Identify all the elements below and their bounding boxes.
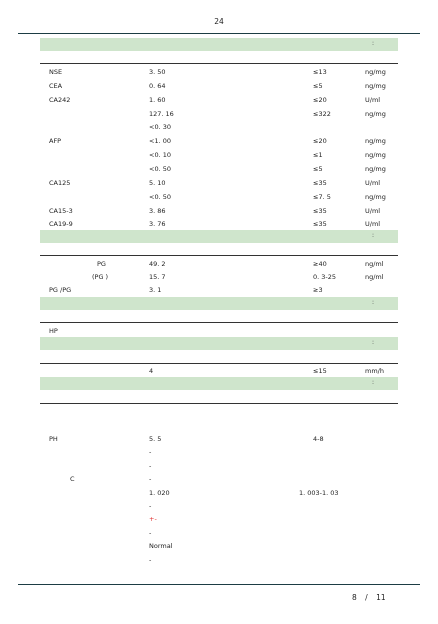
table-cell: <1. 00 (149, 137, 171, 146)
table-cell: ≤1 (313, 151, 323, 160)
table-cell: ≤35 (313, 220, 327, 229)
table-cell: ≤20 (313, 137, 327, 146)
table-cell: 3. 76 (149, 220, 166, 229)
table-cell: CA15-3 (49, 206, 73, 215)
table-cell: ≥3 (313, 286, 323, 294)
table-cell: U/ml (365, 178, 381, 187)
table-row (0, 271, 438, 283)
table-cell: <0. 10 (149, 151, 171, 160)
table-cell: PG (97, 260, 106, 268)
table-row (0, 135, 438, 147)
table-row (0, 473, 438, 485)
table-row (0, 258, 438, 270)
table-cell: ng/mg (365, 109, 386, 118)
section-band-esr (40, 337, 398, 350)
band-colon: : (371, 40, 374, 47)
table-cell: AFP (49, 137, 62, 146)
table-cell: - (149, 528, 152, 537)
table-cell: U/ml (365, 206, 381, 215)
table-cell: PH (49, 435, 58, 443)
section-band-pepsinogen (40, 230, 398, 243)
esr-value: 4 (149, 367, 154, 375)
table-row (0, 500, 438, 512)
table-cell: <0. 50 (149, 192, 171, 201)
table-rule (40, 403, 398, 404)
table-cell: 15. 7 (149, 273, 166, 281)
page-total: 11 (376, 593, 386, 602)
table-cell: 0. 3-25 (313, 273, 337, 281)
table-row (0, 513, 438, 525)
table-row (0, 163, 438, 175)
table-row (0, 121, 438, 133)
table-row (0, 218, 438, 230)
esr-unit: mm/h (365, 367, 384, 375)
table-cell: ng/mg (365, 68, 386, 76)
table-cell: (PG ) (92, 273, 109, 281)
table-row (0, 487, 438, 499)
table-row (0, 191, 438, 203)
table-row (0, 108, 438, 120)
table-row (0, 433, 438, 445)
table-cell: ≤5 (313, 164, 323, 173)
table-cell: ng/mg (365, 164, 386, 173)
table-row (0, 177, 438, 189)
table-cell: NSE (49, 68, 63, 76)
table-cell: ≤35 (313, 178, 327, 187)
table-cell: U/ml (365, 95, 381, 104)
table-cell: PG /PG (49, 286, 72, 294)
table-cell: 127. 16 (149, 109, 174, 118)
table-cell: ≤35 (313, 206, 327, 215)
table-rule (40, 322, 398, 323)
table-cell: - (149, 448, 152, 457)
table-cell: 3. 86 (149, 206, 166, 215)
table-cell: ≤7. 5 (313, 192, 331, 201)
table-row (0, 94, 438, 106)
table-cell: ≤20 (313, 95, 327, 104)
table-row (0, 540, 438, 552)
band-colon: : (371, 339, 374, 346)
table-cell: CA242 (49, 95, 71, 104)
table-cell: 1. 003-1. 03 (299, 488, 339, 497)
table-rule (40, 63, 398, 64)
table-cell: ≤322 (313, 109, 331, 118)
band-colon: : (371, 299, 374, 306)
table-cell: 49. 2 (149, 260, 166, 268)
footer-rule (18, 584, 420, 585)
table-cell: ng/mg (365, 192, 386, 201)
table-cell: +- (149, 515, 157, 524)
table-cell: ng/mg (365, 81, 386, 90)
table-cell: U/ml (365, 220, 381, 229)
table-row (0, 325, 438, 337)
section-band-urine (40, 377, 398, 390)
hp-label: HP (49, 327, 58, 335)
table-cell: - (149, 555, 152, 564)
table-row (0, 365, 438, 377)
table-row (0, 284, 438, 296)
table-cell: 3. 1 (149, 286, 162, 294)
band-colon: : (371, 232, 374, 239)
table-cell: ng/ml (365, 273, 384, 281)
table-cell: Normal (149, 542, 173, 551)
table-rule (40, 255, 398, 256)
table-cell: C (70, 475, 75, 484)
table-cell: 5. 5 (149, 435, 162, 443)
section-band-tumor-markers (40, 38, 398, 51)
page-indicator (352, 593, 386, 602)
table-cell: ≥40 (313, 260, 327, 268)
table-cell: ≤13 (313, 68, 327, 76)
header-rule (18, 33, 420, 34)
table-cell: - (149, 502, 152, 510)
table-cell: ≤5 (313, 81, 323, 90)
page-number-header: 24 (214, 17, 224, 26)
section-band-hp (40, 297, 398, 310)
table-cell: 5. 10 (149, 178, 166, 187)
table-row (0, 460, 438, 472)
table-cell: CA19-9 (49, 220, 73, 229)
table-cell: 1. 60 (149, 95, 166, 104)
table-cell: 4-8 (313, 435, 324, 443)
table-cell: ng/ml (365, 260, 384, 268)
table-cell: ng/mg (365, 137, 386, 146)
table-cell: CA125 (49, 178, 71, 187)
table-cell: 1. 020 (149, 488, 170, 497)
table-cell: <0. 30 (149, 123, 171, 132)
table-cell: - (149, 475, 152, 484)
table-row (0, 80, 438, 92)
page-current: 8 (352, 593, 357, 602)
table-cell: CEA (49, 81, 63, 90)
table-row (0, 205, 438, 217)
table-rule (40, 363, 398, 364)
table-cell: <0. 50 (149, 164, 171, 173)
page-separator: / (365, 593, 368, 602)
table-row (0, 149, 438, 161)
table-row (0, 66, 438, 78)
table-row (0, 554, 438, 566)
table-row (0, 446, 438, 458)
esr-range: ≤15 (313, 367, 327, 375)
table-cell: - (149, 461, 152, 470)
table-row (0, 527, 438, 539)
table-cell: 0. 64 (149, 81, 166, 90)
table-cell: 3. 50 (149, 68, 166, 76)
table-cell: ng/mg (365, 151, 386, 160)
band-colon: : (371, 379, 374, 386)
